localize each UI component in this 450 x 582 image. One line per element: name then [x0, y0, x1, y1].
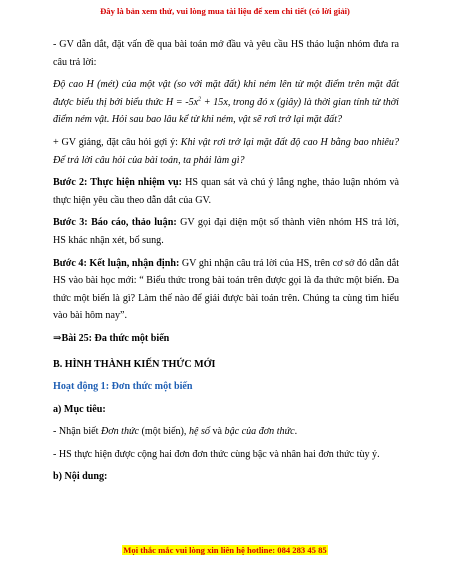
step-2-paragraph [53, 174, 399, 209]
activity-1-heading: Hoạt động 1: Đơn thức một biến [53, 381, 193, 393]
step-2-text: HS quan sát và chú ý lắng nghe, thảo luận nhóm và thực hiện yêu cầu theo dẫn dắt của GV. [53, 177, 399, 206]
hint-lead: + GV giảng, đặt câu hỏi gợi ý: [53, 136, 181, 148]
lesson-title: ⇒Bài 25: Đa thức một biến [53, 332, 170, 344]
step-4-label: Bước 4: Kết luận, nhận định: [53, 257, 180, 269]
objective-1-text: và [209, 426, 225, 438]
problem-text-part2: + 15x, trong đó x (giây) là thời gian tính từ thời điểm ném vật. Hỏi sau bao lâu kể từ khi ném, vật sẽ rơi trở lại mặt đất? [53, 96, 399, 126]
hotline-text: Mọi thắc mắc vui lòng xin liên hệ hotline: 084 283 45 85 [123, 545, 327, 555]
hint-question: Khi vật rơi trở lại mặt đất độ cao H bằng bao nhiêu? Để trả lời câu hỏi của bài toán, ta phải làm gì? [53, 136, 399, 166]
intro-paragraph: - GV dẫn dắt, đặt vấn đề qua bài toán mở đầu và yêu cầu HS thảo luận nhóm đưa ra câu trả lời: [53, 39, 399, 68]
objective-1-text: - Nhận biết [53, 426, 101, 438]
step-4-text: GV ghi nhận câu trả lời của HS, trên cơ sở đó dẫn dắt HS vào bài học mới: “ Biểu thức trong bài toán trên được gọi là đa thức một biến. Đa thức một biến là gì? Làm thế nào để giải được bài toán trên. Chúng ta cùng tìm hiểu vào bài hôm nay”. [53, 257, 399, 322]
step-2-label: Bước 2: Thực hiện nhiệm vụ: [53, 177, 182, 189]
step-3-text: GV gọi đại diện một số thành viên nhóm HS trả lời, HS khác nhận xét, bổ sung. [53, 217, 399, 246]
problem-text-part1: Độ cao H (mét) của một vật (so với mặt đất) khi ném lên từ một điểm trên mặt đất được biểu thị bởi biểu thức H = -5x [53, 79, 399, 108]
step-3-label: Bước 3: Báo cáo, thảo luận: [53, 217, 177, 229]
objective-item-2: - HS thực hiện được cộng hai đơn đơn thức cùng bậc và nhân hai đơn thức tùy ý. [53, 448, 380, 460]
term-don-thuc: Đơn thức [100, 426, 140, 438]
term-bac: bậc của đơn thức [224, 426, 295, 438]
section-b-heading: B. HÌNH THÀNH KIẾN THỨC MỚI [53, 358, 216, 370]
hint-paragraph [53, 134, 399, 169]
term-he-so: hệ số [188, 426, 210, 438]
hotline-banner [0, 545, 450, 555]
preview-notice-banner: Đây là bản xem thử, vui lòng mua tài liệu để xem chi tiết (có lời giải) [100, 6, 350, 16]
objective-1-text: . [294, 426, 298, 438]
problem-statement [53, 76, 399, 129]
step-3-paragraph [53, 214, 399, 249]
objective-item-1 [53, 423, 399, 441]
objective-heading: a) Mục tiêu: [53, 403, 106, 415]
content-heading: b) Nội dung: [53, 471, 108, 483]
document-body [53, 36, 399, 491]
exponent: 2 [198, 96, 202, 103]
step-4-paragraph [53, 255, 399, 325]
objective-1-text: (một biến), [139, 426, 189, 438]
